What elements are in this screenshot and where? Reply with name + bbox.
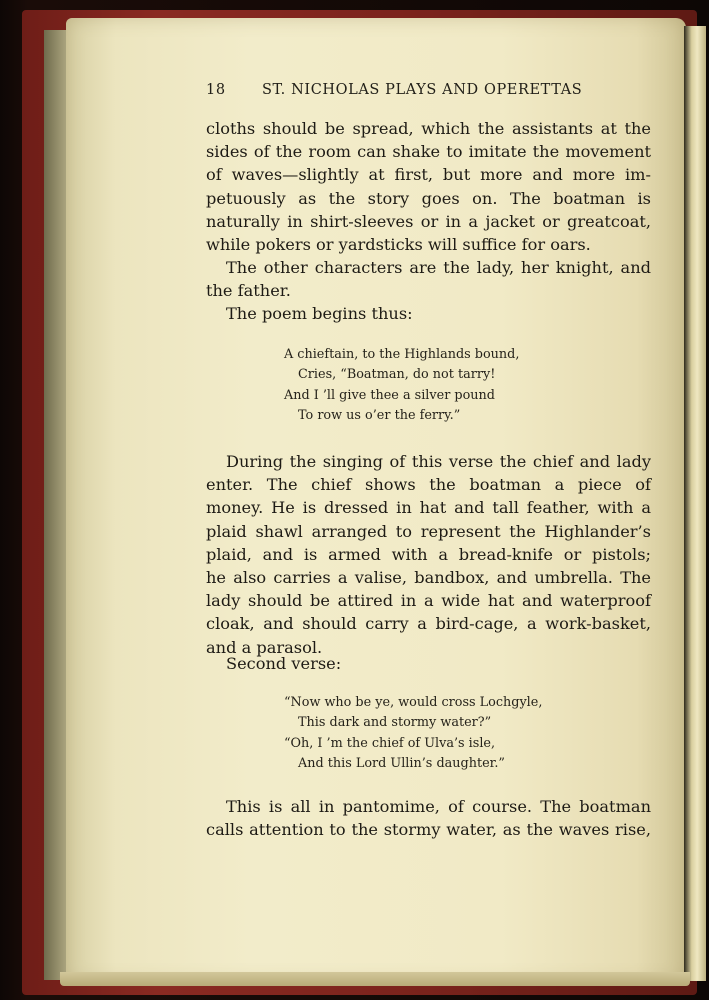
text-line: enter. The chief shows the boatman a piece of: [206, 475, 651, 495]
running-header: [206, 82, 651, 98]
text-line: This is all in pantomime, of course. The boatman: [226, 797, 651, 816]
paragraph-chief-lady: [206, 450, 651, 659]
paragraph-props: [206, 117, 651, 256]
text-line: the father.: [206, 281, 291, 301]
verse-two: [284, 693, 542, 774]
paragraph-pantomime: [206, 795, 651, 841]
text-line: plaid, and is armed with a bread-knife or pistols;: [206, 544, 651, 564]
text-line: lady should be attired in a wide hat and waterproof: [206, 591, 651, 611]
page-number: 18: [206, 82, 226, 98]
text-line: of waves—slightly at first, but more and more im-: [206, 165, 651, 185]
text-line: and a parasol.: [206, 637, 323, 657]
verse-line: A chieftain, to the Highlands bound,: [284, 347, 520, 362]
paragraph-poem-intro: [206, 302, 651, 325]
verse-line: This dark and stormy water?”: [298, 715, 492, 731]
verse-line: “Oh, I ’m the chief of Ulva’s isle,: [284, 735, 496, 751]
text-line: plaid shawl arranged to represent the Highlander’s: [206, 521, 651, 541]
text-line: money. He is dressed in hat and tall feather, with a: [206, 498, 651, 518]
verse-line: To row us o’er the ferry.”: [298, 407, 461, 423]
text-line: petuously as the story goes on. The boatman is: [206, 188, 651, 208]
paragraph-second-verse-intro: [206, 652, 651, 675]
text-line: Second verse:: [226, 654, 342, 673]
verse-line: And I ’ll give thee a silver pound: [284, 387, 495, 403]
verse-line: “Now who be ye, would cross Lochgyle,: [284, 695, 543, 710]
page-bottom-edge: [60, 972, 690, 986]
running-title: ST. NICHOLAS PLAYS AND OPERETTAS: [262, 82, 583, 98]
text-line: while pokers or yardsticks will suffice for oars.: [206, 234, 591, 254]
facing-page-edge: [684, 26, 706, 981]
paragraph-characters: [206, 256, 651, 302]
text-line: naturally in shirt-sleeves or in a jacket or greatcoat,: [206, 211, 651, 231]
text-line: During the singing of this verse the chief and lady: [226, 452, 651, 471]
text-line: calls attention to the stormy water, as the waves rise,: [206, 820, 651, 840]
verse-line: And this Lord Ullin’s daughter.”: [298, 755, 505, 771]
text-line: he also carries a valise, bandbox, and umbrella. The: [206, 567, 651, 587]
text-line: sides of the room can shake to imitate the movement: [206, 142, 651, 162]
text-line: The poem begins thus:: [226, 304, 413, 323]
text-line: The other characters are the lady, her knight, and: [226, 258, 651, 277]
text-line: cloak, and should carry a bird-cage, a work-basket,: [206, 614, 651, 634]
verse-line: Cries, “Boatman, do not tarry!: [298, 367, 496, 383]
text-line: cloths should be spread, which the assistants at the: [206, 119, 651, 138]
verse-one: [284, 345, 519, 426]
